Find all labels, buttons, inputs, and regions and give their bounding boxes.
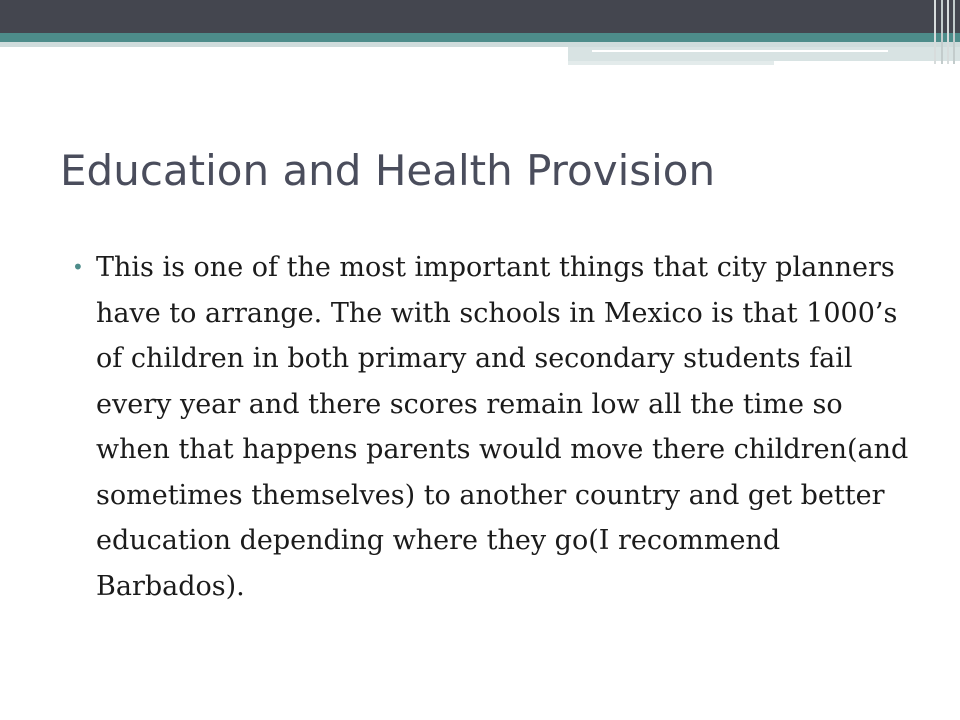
header-stripe (947, 0, 949, 64)
slide-body (72, 245, 916, 609)
bullet-icon: • (72, 255, 84, 279)
header-dark-bar (0, 0, 960, 33)
header-stripe (953, 0, 955, 64)
header-stripe (934, 0, 936, 64)
header-stripe (941, 0, 943, 64)
slide-title: Education and Health Provision (60, 146, 716, 195)
header-highlight-line (592, 50, 888, 52)
bullet-item (72, 245, 916, 609)
header-accent-bar-lower (568, 61, 774, 65)
bullet-text: This is one of the most important things that city planners have to arrange. The with schools in Mexico is that 1000’s of children in both primary and secondary students fail every year and there scores remain low all the time so when that happens parents would move there children(and sometimes themselves) to another country and get better education depending where they go(I recommend Barbados). (96, 252, 909, 602)
header-teal-bar (0, 33, 960, 42)
